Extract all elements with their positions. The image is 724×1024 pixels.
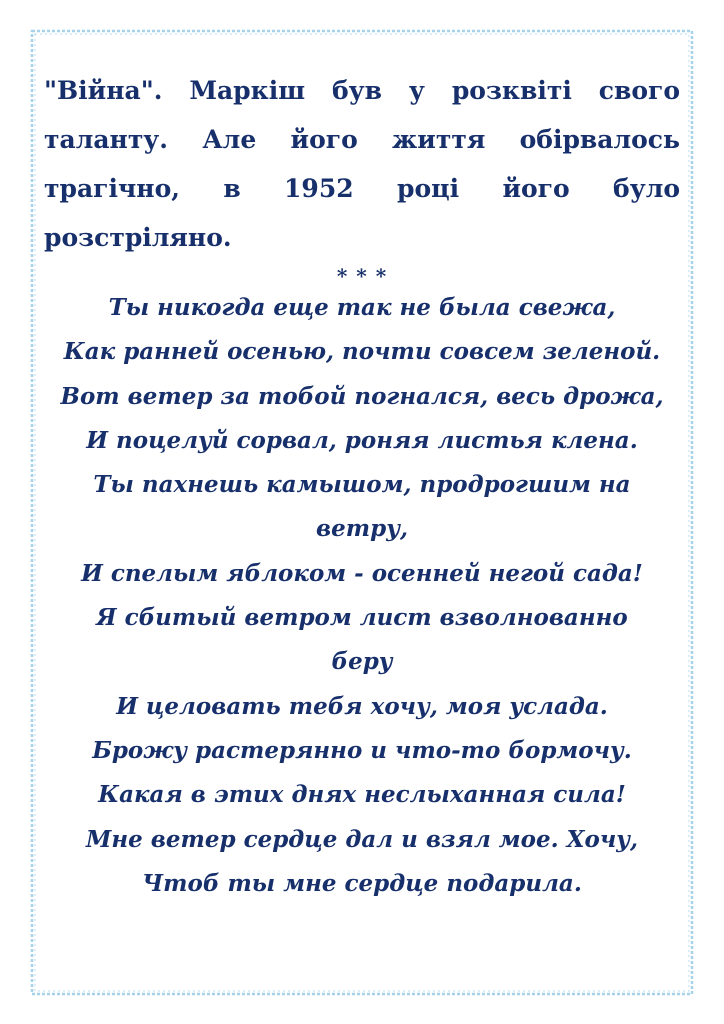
poem-line: Вот ветер за тобой погнался, весь дрожа, — [60, 382, 664, 410]
poem-line: ветру, — [316, 515, 408, 543]
poem-line: И целовать тебя хочу, моя услада. — [116, 692, 608, 720]
poem-line: Мне ветер сердце дал и взял мое. Хочу, — [85, 825, 639, 853]
poem-line: Как ранней осенью, почти совсем зеленой. — [63, 338, 661, 366]
poem-line: беру — [331, 648, 393, 676]
poem-line: Брожу растерянно и что-то бормочу. — [92, 736, 632, 764]
poem-line: Ты пахнешь камышом, продрогшим на — [93, 471, 631, 499]
stanza-separator: * * * — [336, 264, 388, 288]
poem-line: Ты никогда еще так не была свежа, — [108, 294, 616, 321]
poem-line: Какая в этих днях неслыханная сила! — [98, 781, 626, 809]
poem-line: Я сбитый ветром лист взволнованно — [96, 604, 628, 632]
document-body — [44, 66, 680, 906]
poem-line: Чтоб ты мне сердце подарила. — [142, 869, 582, 897]
poem-line: И поцелуй сорвал, роняя листья клена. — [86, 426, 638, 454]
prose-paragraph: "Війна". Маркіш був у розквіті свого таланту. Але його життя обірвалось трагічно, в 1952 році його було розстріляно. — [44, 76, 680, 252]
poem-line: И спелым яблоком - осенней негой сада! — [81, 559, 643, 587]
poem — [44, 286, 680, 906]
